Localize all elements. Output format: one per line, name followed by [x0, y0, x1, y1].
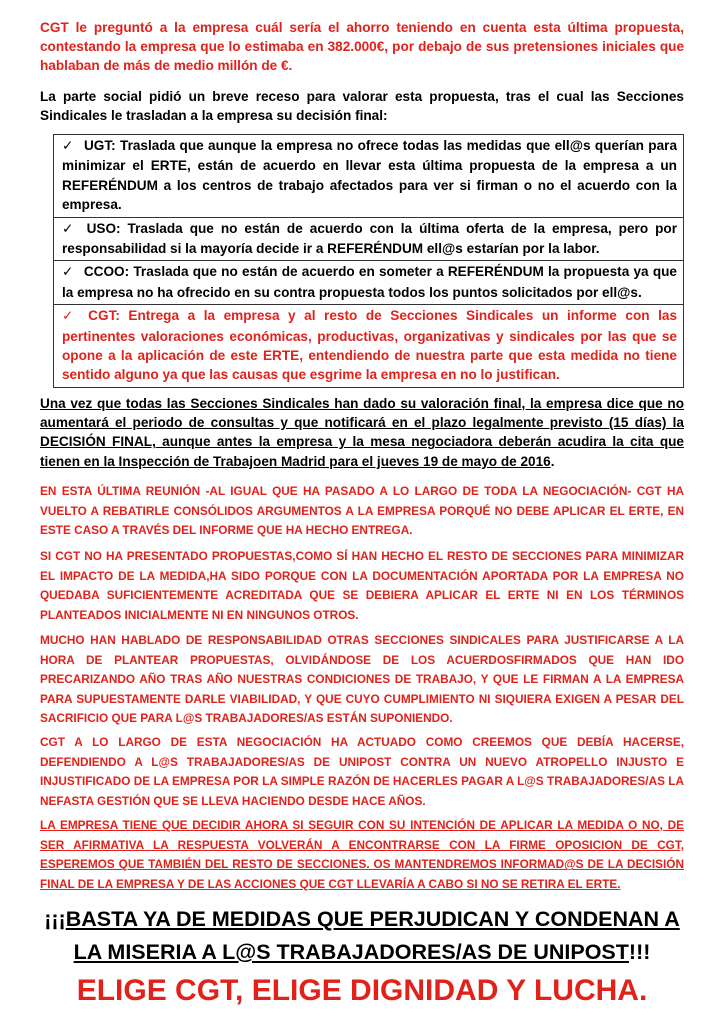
checkmark-icon: ✓: [62, 138, 74, 154]
last-meeting-paragraph: EN ESTA ÚLTIMA REUNIÓN -AL IGUAL QUE HA PASADO A LO LARGO DE TODA LA NEGOCIACIÓN- CGT HA VUELTO A REBATIRLE CONSÓLIDOS ARGUMENTOS A LA EMPRESA PORQUÉ NO DEBE APLICAR EL ERTE, EN ESTE CASO A TRAVÉS DEL INFORME QUE HA HECHO ENTREGA.: [40, 484, 684, 538]
union-position-text: UGT: Traslada que aunque la empresa no ofrece todas las medidas que ell@s querían para minimizar el ERTE, están de acuerdo en llevar esta última propuesta de la empresa a un REFERÉNDUM a los centros de trabajo afectados para ver si firman o no el acuerdo con la empresa.: [62, 138, 678, 213]
union-position-text: CCOO: Traslada que no están de acuerdo en someter a REFERÉNDUM la propuesta ya que la empresa no ha ofrecido en su contra propuesta todos los puntos solicitados por ell@s.: [62, 264, 677, 300]
union-position-cgt: [54, 305, 684, 388]
union-position-uso: [54, 217, 684, 261]
no-proposals-paragraph: SI CGT NO HA PRESENTADO PROPUESTAS,COMO SÍ HAN HECHO EL RESTO DE SECCIONES PARA MINIMIZAR EL IMPACTO DE LA MEDIDA,HA SIDO PORQUE CON LA DOCUMENTACIÓN APORTADA POR LA EMPRESA NO QUEDABA SUFICIENTEMENTE ACREDITADA QUE SE DEBIERA APLICAR EL ERTE NI EN LOS TÉRMINOS PLANTEADOS INICIALMENTE NI EN NINGUNOS OTROS.: [40, 549, 684, 622]
slogan-text-2: LA MISERIA A L@S TRABAJADORES/AS DE UNIPOST: [73, 940, 629, 964]
responsibility-paragraph: MUCHO HAN HABLADO DE RESPONSABILIDAD OTRAS SECCIONES SINDICALES PARA JUSTIFICARSE A LA HORA DE PLANTEAR PROPUESTAS, OLVIDÁNDOSE DE LOS ACUERDOSFIRMADOS QUE HAN IDO PRECARIZANDO AÑO TRAS AÑO NUESTRAS CONDICIONES DE TRABAJO, Y QUE LE FIRMAN A LA EMPRESA PARA SUPUESTAMENTE DARLE VIABILIDAD, Y QUE CUYO CUMPLIMIENTO NI SIQUIERA EXIGEN A PESAR DEL SACRIFICIO QUE PARA L@S TRABAJADORES/AS ESTÁN SUPONIENDO.: [40, 633, 684, 726]
slogan-line-1: [0, 904, 724, 934]
final-valuation-text: Una vez que todas las Secciones Sindicales han dado su valoración final, la empresa dice que no aumentará el periodo de consultas y que notificará en el plazo legalmente previsto (15 días) la DECISIÓN FINAL, aunque antes la empresa y la mesa negociadora deberán acudira la cita que tienen en la Inspección de Trabajoen Madrid para el jueves 19 de mayo de 2016: [40, 396, 684, 469]
final-valuation-end: .: [550, 453, 555, 469]
savings-paragraph: CGT le preguntó a la empresa cuál sería el ahorro teniendo en cuenta esta última propuesta, contestando la empresa que lo estimaba en 382.000€, por debajo de sus pretensiones iniciales que hablaban de más de medio millón de €.: [40, 20, 684, 74]
closing-slogan: ELIGE CGT, ELIGE DIGNIDAD Y LUCHA.: [76, 974, 648, 1007]
union-position-text: CGT: Entrega a la empresa y al resto de Secciones Sindicales un informe con las pertinentes valoraciones económicas, productivas, organizativas y sindicales por las que se opone a la aplicación de este ERTE, entendiendo de nuestra parte que esta medida no tiene sentido alguno ya que las causas que esgrime la empresa en no lo justifican.: [62, 308, 678, 383]
slogan-suffix: !!!: [628, 940, 651, 964]
checkmark-icon: ✓: [62, 264, 74, 281]
cgt-defense-paragraph: CGT A LO LARGO DE ESTA NEGOCIACIÓN HA ACTUADO COMO CREEMOS QUE DEBÍA HACERSE, DEFENDIENDO A L@S TRABAJADORES/AS DE UNIPOST CONTRA UN NUEVO ATROPELLO INJUSTO E INJUSTIFICADO DE LA EMPRESA POR LA SIMPLE RAZÓN DE HACERLES PAGAR A L@S TRABAJADORES/AS LA NEFASTA GESTIÓN QUE SE LLEVA HACIENDO DESDE HACE AÑOS.: [40, 735, 684, 808]
recess-paragraph: La parte social pidió un breve receso para valorar esta propuesta, tras el cual las Secciones Sindicales le trasladan a la empresa su decisión final:: [40, 89, 684, 124]
union-positions-table: [53, 134, 684, 388]
slogan-prefix: ¡¡¡: [44, 907, 66, 931]
checkmark-icon: ✓: [62, 308, 79, 325]
slogan-text-1: BASTA YA DE MEDIDAS QUE PERJUDICAN Y CONDENAN A: [65, 907, 680, 931]
union-position-ccoo: [54, 261, 684, 305]
union-position-ugt: [54, 135, 684, 218]
union-position-text: USO: Traslada que no están de acuerdo con la última oferta de la empresa, pero por responsabilidad si la mayoría decide ir a REFERÉNDUM ell@s estarían por la labor.: [62, 220, 678, 257]
final-valuation-paragraph: [40, 394, 684, 471]
company-decision-paragraph: LA EMPRESA TIENE QUE DECIDIR AHORA SI SEGUIR CON SU INTENCIÓN DE APLICAR LA MEDIDA O NO, DE SER AFIRMATIVA LA RESPUESTA VOLVERÁN A ENCONTRARSE CON LA FIRME OPOSICION DE CGT, ESPEREMOS QUE TAMBIÉN DEL RESTO DE SECCIONES. OS MANTENDREMOS INFORMAD@S DE LA DECISIÓN FINAL DE LA EMPRESA Y DE LAS ACCIONES QUE CGT LLEVARÍA A CABO SI NO SE RETIRA EL ERTE.: [40, 818, 684, 891]
slogan-line-2: [0, 937, 724, 967]
checkmark-icon: ✓: [62, 220, 77, 237]
